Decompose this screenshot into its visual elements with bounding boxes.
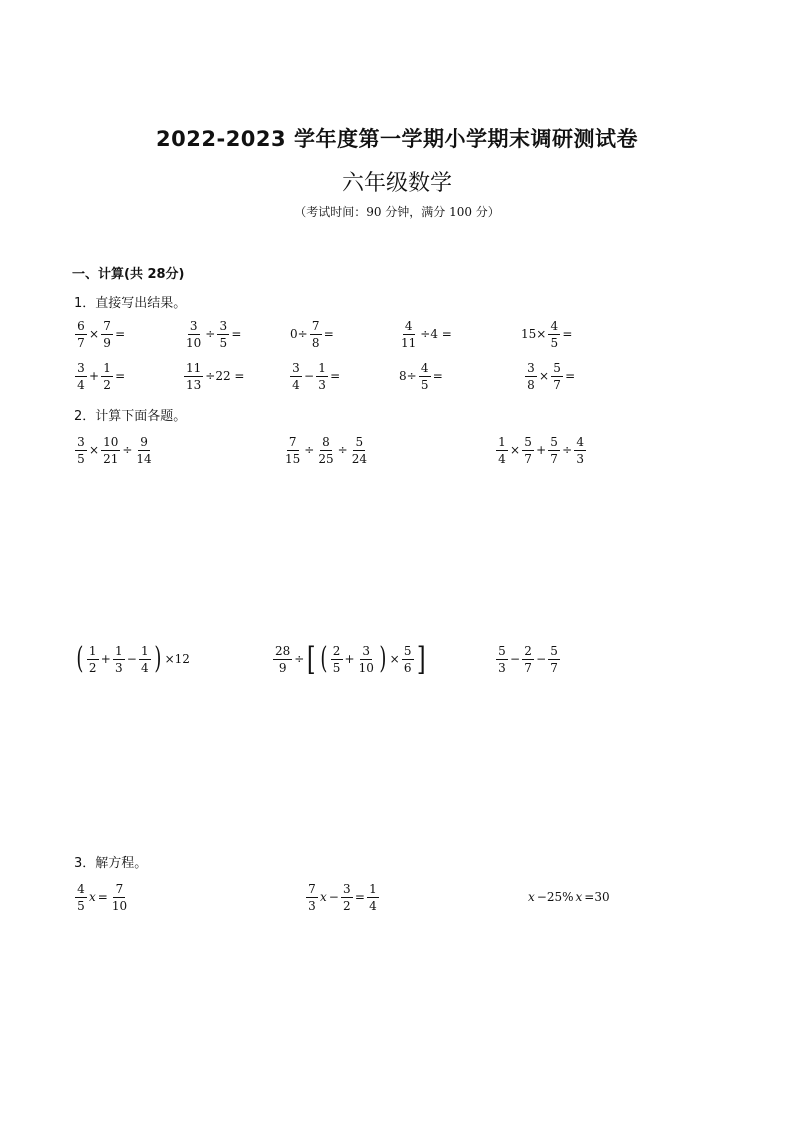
denominator: 2 [343, 898, 351, 913]
operator: ÷ [304, 443, 315, 457]
q1-item [74, 359, 126, 393]
operator: = [354, 890, 365, 904]
q2-item [272, 642, 427, 676]
operator: − [126, 652, 137, 666]
numerator: 3 [290, 362, 302, 377]
denominator: 2 [88, 660, 97, 675]
fraction [184, 362, 203, 391]
numerator: 6 [75, 320, 87, 335]
numerator: 3 [360, 645, 372, 660]
operator: = [323, 327, 334, 341]
operator: = [562, 327, 573, 341]
fraction [357, 645, 376, 674]
q1-item [183, 359, 245, 393]
fraction [551, 362, 563, 391]
numerator: 3 [75, 436, 87, 451]
numerator: 5 [402, 645, 414, 660]
operator: + [100, 652, 111, 666]
fraction [548, 436, 560, 465]
operator: 15× [521, 327, 547, 341]
question-3-label: 3．解方程。 [74, 856, 148, 871]
fraction [402, 645, 414, 674]
denominator: 4 [498, 451, 506, 466]
denominator: 5 [77, 451, 85, 466]
q2-item [495, 642, 561, 676]
numerator: 5 [522, 436, 534, 451]
operator: + [344, 652, 355, 666]
denominator: 9 [103, 335, 111, 350]
numerator: 9 [138, 436, 150, 451]
numerator: 28 [275, 643, 291, 658]
fraction [522, 436, 534, 465]
denominator: 10 [358, 660, 374, 675]
parenthesis: ( [76, 641, 84, 676]
fraction [574, 436, 586, 465]
fraction [310, 320, 322, 349]
fraction [139, 645, 151, 674]
operator: + [89, 369, 100, 383]
fraction [184, 320, 203, 349]
denominator: 5 [219, 335, 228, 350]
q1-item [289, 317, 335, 351]
exam-note: （考试时间：90 分钟，满分 100 分） [294, 205, 500, 219]
variable: x [575, 890, 583, 904]
q1-item [74, 317, 126, 351]
denominator: 14 [136, 451, 152, 466]
numerator: 3 [341, 883, 353, 898]
numerator: 4 [574, 436, 586, 451]
operator: × [510, 443, 521, 457]
parenthesis: ( [320, 641, 328, 676]
operator: = [231, 327, 242, 341]
page-title: 2022-2023 学年度第一学期小学期末调研测试卷 [156, 127, 638, 151]
q2-item [74, 642, 191, 676]
numerator: 1 [316, 362, 328, 377]
q1-item [183, 317, 242, 351]
fraction [75, 883, 87, 912]
operator: ÷ [205, 327, 216, 341]
denominator: 21 [103, 451, 119, 466]
fraction [350, 436, 369, 465]
denominator: 10 [111, 898, 128, 913]
numerator: 8 [320, 436, 332, 451]
numerator: 1 [367, 883, 379, 898]
numerator: 5 [548, 436, 560, 451]
operator: ÷ [562, 443, 573, 457]
denominator: 3 [498, 660, 506, 675]
denominator: 2 [103, 377, 111, 392]
q2-item [74, 433, 155, 467]
denominator: 3 [114, 660, 123, 675]
operator: 8÷ [399, 369, 417, 383]
denominator: 15 [285, 451, 301, 466]
q1-item [398, 359, 444, 393]
numerator: 3 [525, 362, 537, 377]
numerator: 1 [496, 436, 508, 451]
bracket: ] [416, 640, 426, 678]
q2-item [282, 433, 370, 467]
denominator: 3 [576, 451, 584, 466]
operator: × [539, 369, 550, 383]
fraction [331, 645, 343, 674]
fraction [316, 362, 328, 391]
numerator: 5 [353, 436, 365, 451]
numerator: 4 [403, 320, 415, 335]
denominator: 4 [292, 377, 300, 392]
fraction [113, 645, 125, 674]
q2-item [495, 433, 587, 467]
fraction [75, 436, 87, 465]
fraction [399, 320, 418, 349]
fraction [101, 362, 113, 391]
operator: = [565, 369, 576, 383]
q1-item [289, 359, 341, 393]
fraction [341, 883, 353, 912]
operator: × [89, 327, 100, 341]
numerator: 5 [496, 645, 508, 660]
operator: − [510, 652, 521, 666]
q1-item [520, 317, 573, 351]
fraction [75, 320, 87, 349]
operator: ×12 [164, 652, 190, 666]
numerator: 5 [551, 362, 563, 377]
numerator: 1 [101, 362, 113, 377]
denominator: 4 [77, 377, 85, 392]
numerator: 4 [548, 320, 560, 335]
operator: − [536, 652, 547, 666]
denominator: 5 [77, 898, 85, 913]
denominator: 7 [553, 377, 561, 392]
numerator: 11 [186, 360, 202, 375]
fraction [548, 645, 560, 674]
fraction [87, 645, 99, 674]
denominator: 7 [524, 660, 532, 675]
numerator: 4 [419, 362, 431, 377]
numerator: 2 [522, 645, 534, 660]
operator: = [115, 327, 126, 341]
variable: x [320, 890, 327, 904]
question-2-label: 2．计算下面各题。 [74, 409, 187, 424]
operator: ÷4 = [420, 327, 452, 341]
denominator: 5 [332, 660, 341, 675]
operator: = [115, 369, 126, 383]
operator: = [432, 369, 443, 383]
section-heading: 一、计算(共 28分) [72, 267, 185, 282]
fraction [367, 883, 379, 912]
numerator: 2 [331, 645, 343, 660]
fraction [101, 320, 113, 349]
page-subtitle: 六年级数学 [341, 171, 452, 196]
operator: ÷22 = [205, 369, 245, 383]
denominator: 7 [550, 660, 558, 675]
numerator: 1 [139, 645, 151, 660]
numerator: 4 [75, 883, 87, 898]
q3-item [74, 880, 130, 914]
variable: x [89, 890, 96, 904]
numerator: 3 [217, 320, 229, 335]
fraction [101, 436, 120, 465]
operator: + [536, 443, 547, 457]
numerator: 7 [101, 320, 113, 335]
operator: = [97, 890, 108, 904]
fraction [306, 883, 318, 912]
denominator: 25 [318, 451, 334, 466]
denominator: 7 [524, 451, 532, 466]
denominator: 11 [401, 335, 417, 350]
q3-item [305, 880, 380, 914]
numerator: 5 [548, 645, 560, 660]
fraction [110, 883, 129, 912]
denominator: 3 [318, 377, 326, 392]
operator: × [89, 443, 100, 457]
numerator: 7 [306, 883, 318, 898]
fraction [273, 645, 292, 674]
fraction [525, 362, 537, 391]
numerator: 10 [103, 434, 119, 449]
numerator: 7 [310, 320, 322, 335]
operator: × [389, 652, 400, 666]
q3-item [527, 880, 611, 914]
fraction [419, 362, 431, 391]
denominator: 24 [351, 451, 367, 466]
q1-item [524, 359, 576, 393]
bracket: [ [307, 640, 316, 678]
numerator: 7 [113, 883, 125, 898]
denominator: 4 [369, 898, 377, 913]
parenthesis: ) [154, 641, 162, 676]
question-1-label: 1．直接写出结果。 [74, 296, 187, 311]
denominator: 9 [278, 660, 287, 675]
denominator: 7 [550, 451, 558, 466]
fraction [290, 362, 302, 391]
q1-item [398, 317, 453, 351]
operator: = [330, 369, 341, 383]
fraction [283, 436, 302, 465]
numerator: 3 [75, 362, 87, 377]
denominator: 8 [311, 335, 320, 350]
numerator: 7 [287, 436, 299, 451]
operator: =30 [584, 890, 610, 904]
fraction [522, 645, 534, 674]
fraction [316, 436, 335, 465]
operator: −25% [536, 890, 574, 904]
fraction [496, 645, 508, 674]
denominator: 4 [141, 660, 149, 675]
fraction [496, 436, 508, 465]
fraction [134, 436, 153, 465]
denominator: 13 [186, 377, 202, 392]
numerator: 3 [188, 320, 200, 335]
operator: − [328, 890, 339, 904]
fraction [548, 320, 560, 349]
numerator: 1 [113, 645, 125, 660]
numerator: 1 [87, 645, 99, 660]
operator: ÷ [337, 443, 348, 457]
denominator: 3 [308, 898, 316, 913]
denominator: 10 [186, 335, 202, 350]
operator: ÷ [294, 652, 305, 666]
denominator: 5 [550, 335, 559, 350]
denominator: 7 [77, 335, 85, 350]
fraction [217, 320, 229, 349]
fraction [75, 362, 87, 391]
denominator: 8 [527, 377, 535, 392]
denominator: 5 [420, 377, 429, 392]
operator: ÷ [122, 443, 133, 457]
parenthesis: ) [379, 641, 387, 676]
variable: x [528, 890, 535, 904]
operator: − [304, 369, 315, 383]
operator: 0÷ [290, 327, 308, 341]
denominator: 6 [403, 660, 412, 675]
